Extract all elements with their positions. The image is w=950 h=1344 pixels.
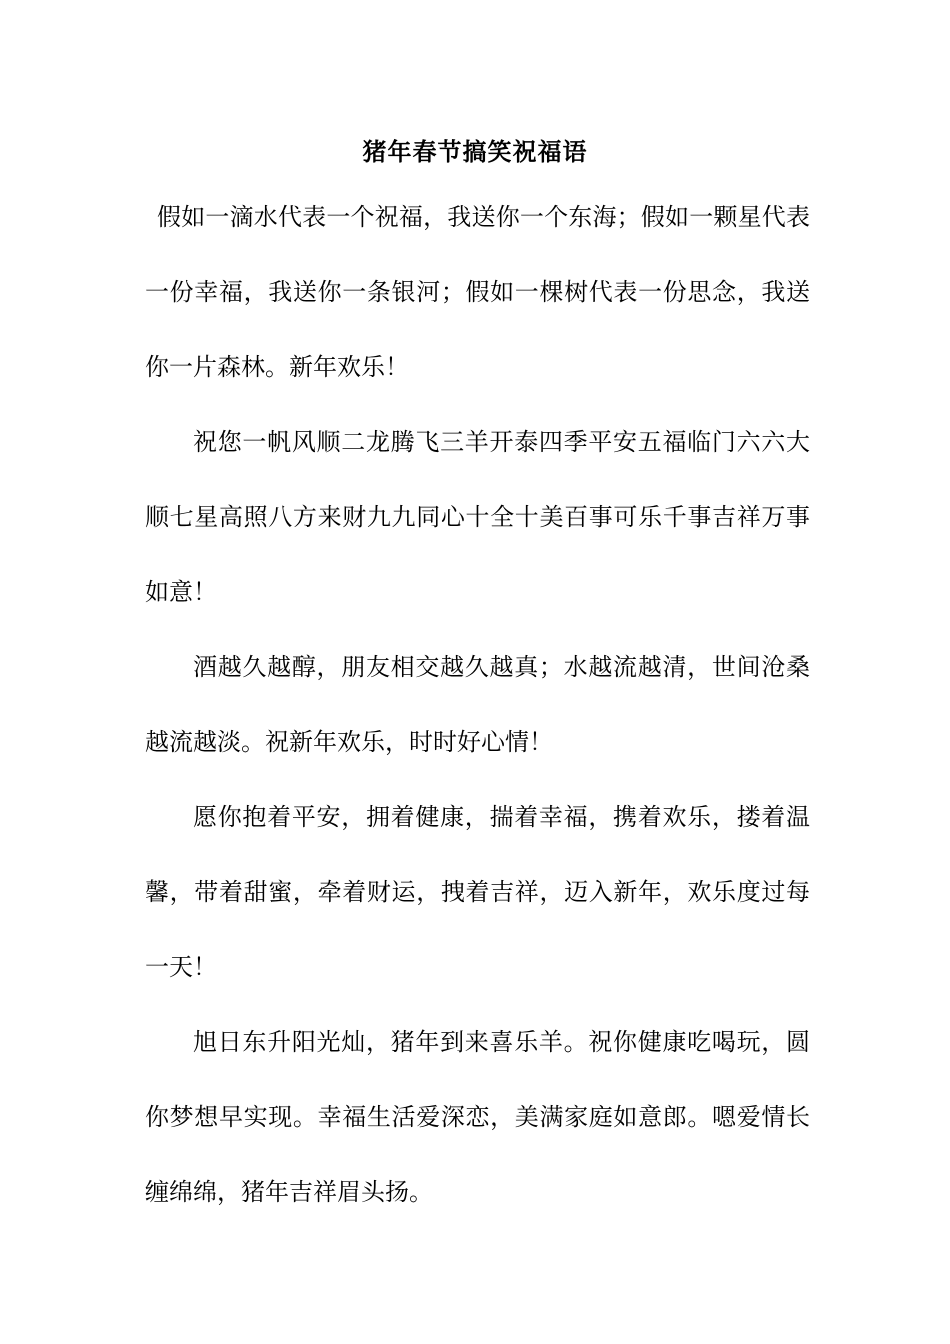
document-title: 猪年春节搞笑祝福语 <box>362 137 588 166</box>
paragraph-1: 假如一滴水代表一个祝福，我送你一个东海；假如一颗星代表一份幸福，我送你一条银河；假如一棵树代表一份思念，我送你一片森林。新年欢乐！ <box>145 203 810 381</box>
paragraph-4: 愿你抱着平安，拥着健康，揣着幸福，携着欢乐，搂着温馨，带着甜蜜，牵着财运，拽着吉祥，迈入新年，欢乐度过每一天！ <box>145 803 810 981</box>
document-body <box>145 180 810 1230</box>
paragraph-5: 旭日东升阳光灿，猪年到来喜乐羊。祝你健康吃喝玩，圆你梦想早实现。幸福生活爱深恋，美满家庭如意郎。嗯爱情长缠绵绵，猪年吉祥眉头扬。 <box>145 1028 810 1206</box>
paragraph-3: 酒越久越醇，朋友相交越久越真；水越流越清，世间沧桑越流越淡。祝新年欢乐，时时好心情！ <box>145 653 810 756</box>
paragraph-2: 祝您一帆风顺二龙腾飞三羊开泰四季平安五福临门六六大顺七星高照八方来财九九同心十全十美百事可乐千事吉祥万事如意！ <box>145 428 810 606</box>
